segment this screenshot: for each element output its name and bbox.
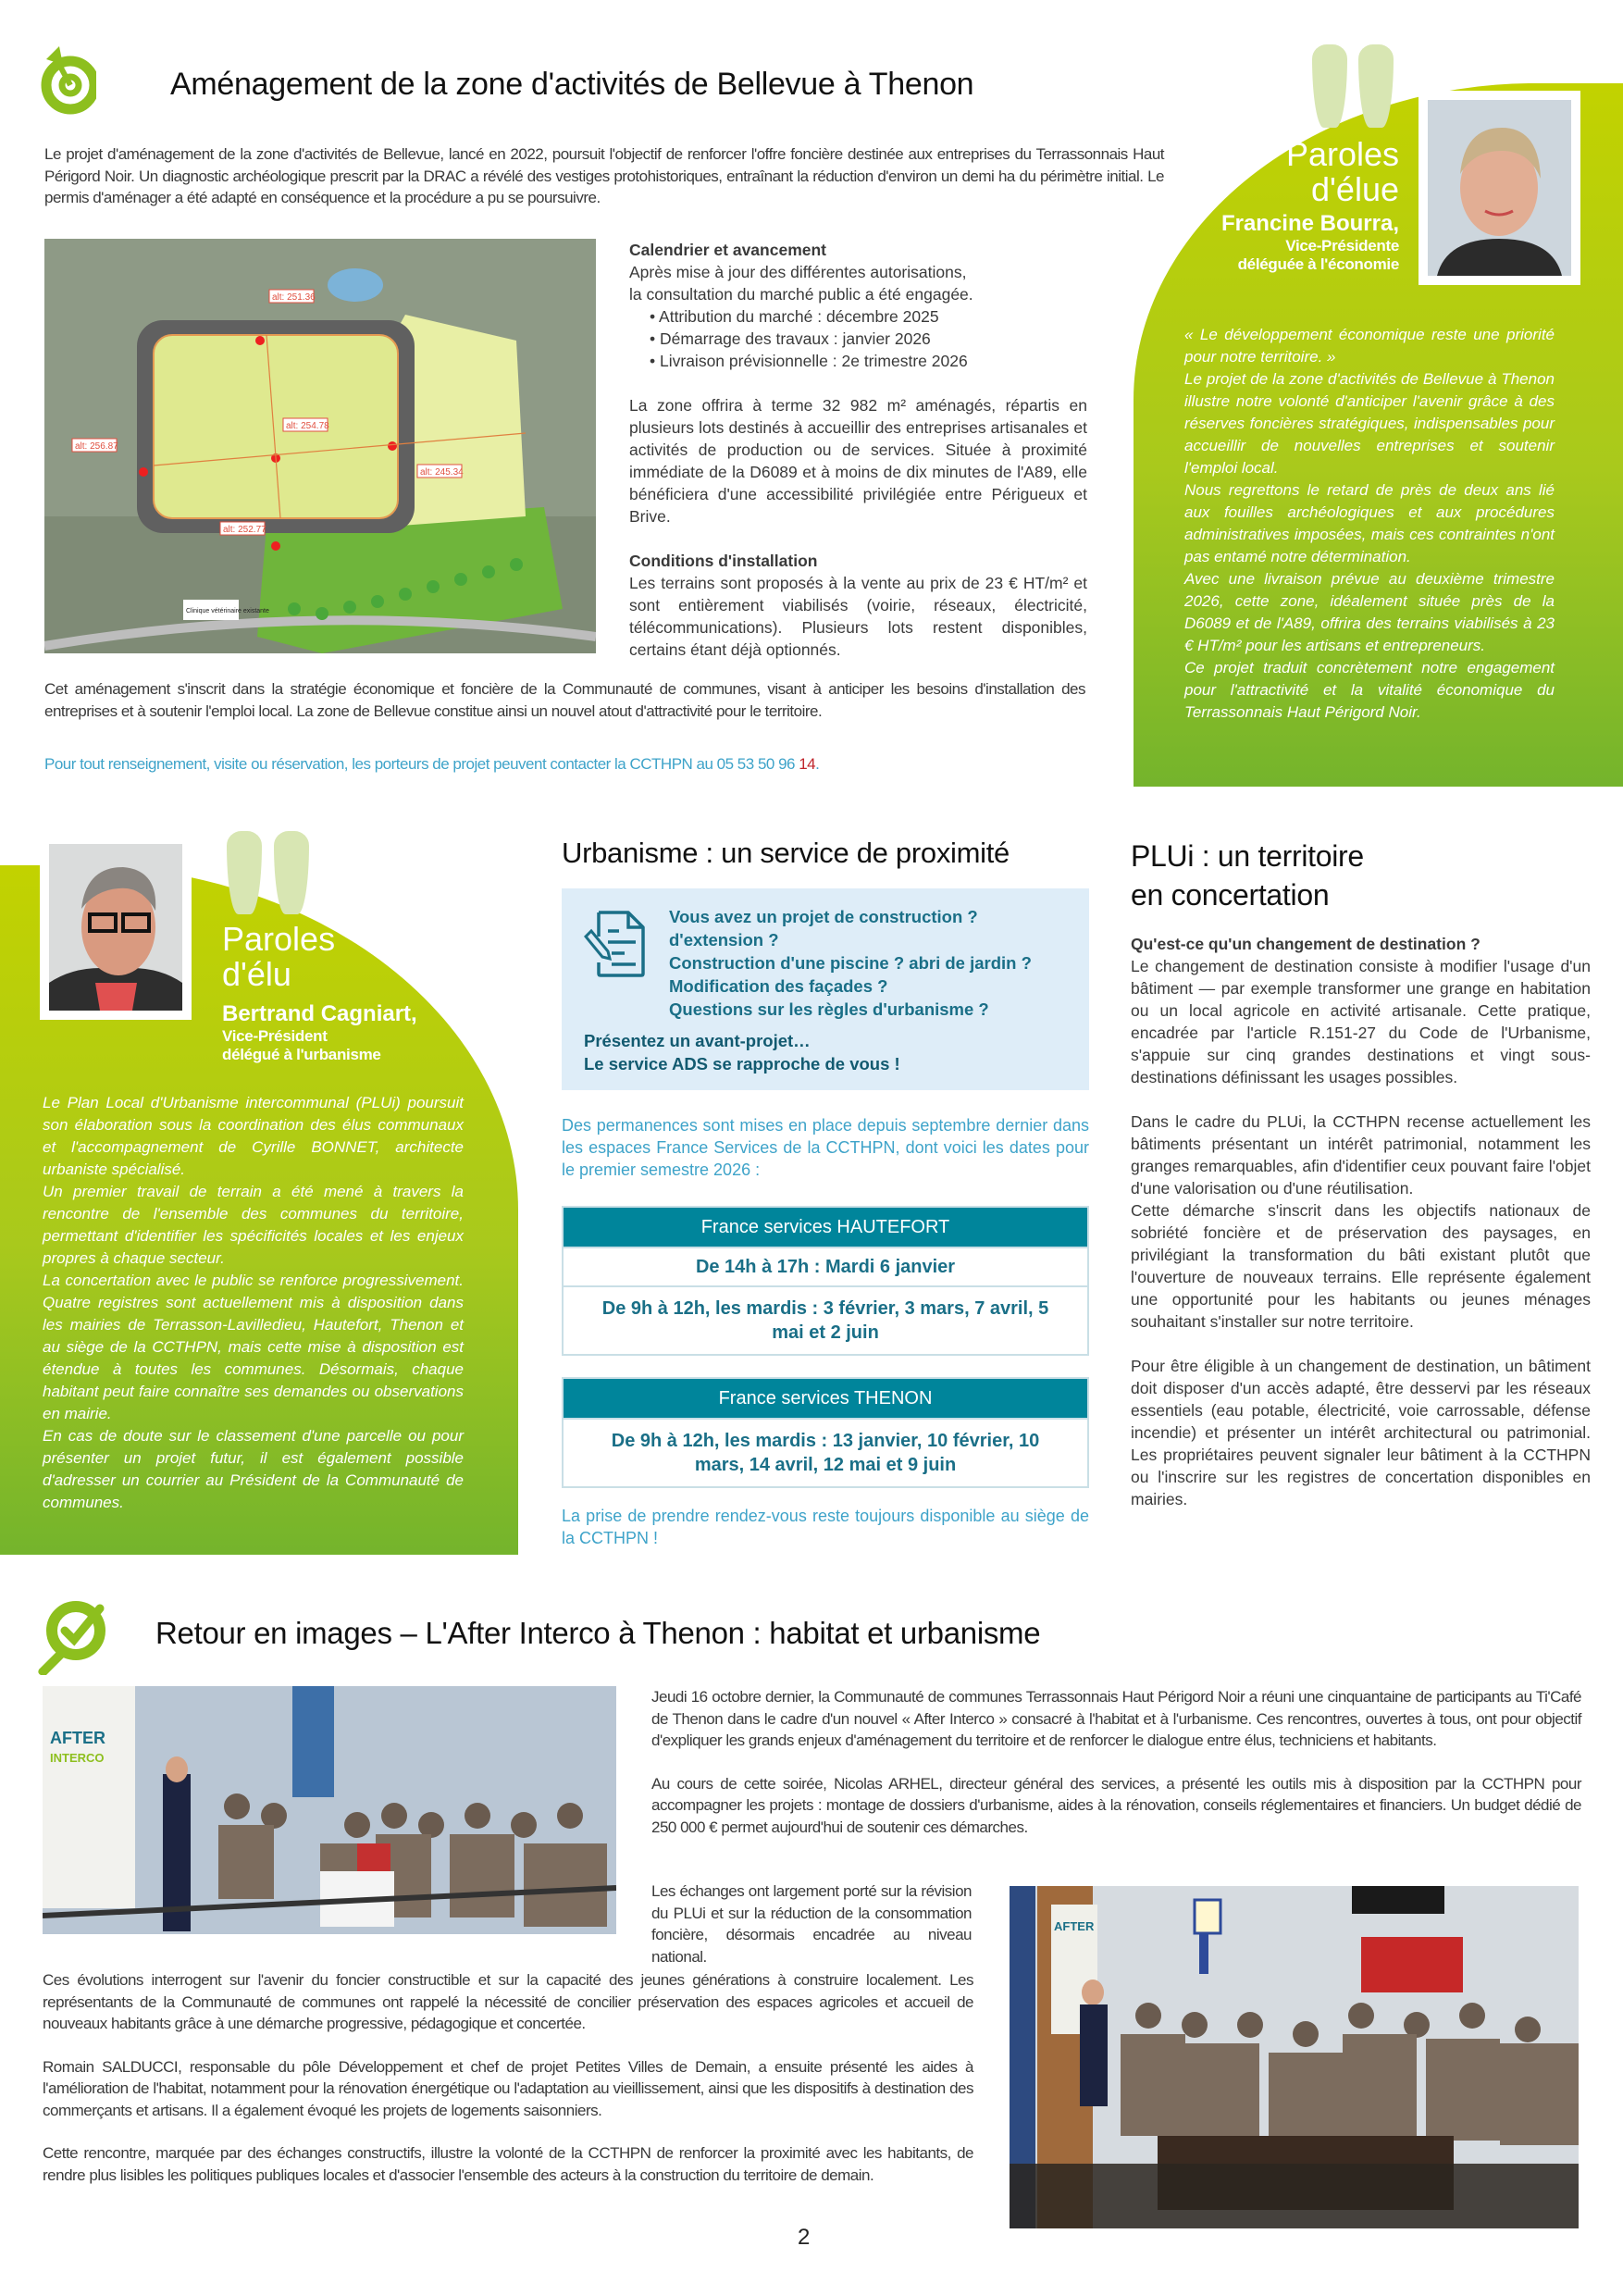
schedule-table-hautefort	[562, 1206, 1089, 1356]
elu-heading	[222, 922, 481, 1064]
elue-role-line2: déléguée à l'économie	[1237, 255, 1399, 273]
schedule-row: De 9h à 12h, les mardis : 3 février, 3 mars, 7 avril, 5 mai et 2 juin	[564, 1285, 1087, 1354]
site-plan-map-image	[44, 239, 596, 653]
target-icon	[39, 39, 96, 128]
schedule-row: De 14h à 17h : Mardi 6 janvier	[564, 1247, 1087, 1285]
ads-questions: Vous avez un projet de construction ? d'extension ? Construction d'une piscine ? abri de jardin ? Modification des façades ? Questions sur les règles d'urbanisme ?	[669, 907, 1032, 1019]
after-interco-photo-1	[43, 1686, 616, 1934]
calendar-bullet: • Attribution du marché : décembre 2025	[650, 307, 939, 326]
elue-heading	[1194, 137, 1399, 274]
calendar-bullets	[629, 305, 1087, 372]
paroles-title: Paroles	[1285, 135, 1399, 173]
elu-role-line2: délégué à l'urbanisme	[222, 1046, 381, 1063]
svg-text:Clinique vétérinaire existante: Clinique vétérinaire existante	[186, 608, 269, 614]
calendar-bullet: • Livraison prévisionnelle : 2e trimestre 2026	[650, 352, 968, 370]
elu-name: Bertrand Cagniart,	[222, 1001, 417, 1026]
calendar-bullet: • Démarrage des travaux : janvier 2026	[650, 329, 931, 348]
elue-portrait-photo	[1419, 91, 1580, 285]
schedule-header: France services THENON	[564, 1379, 1087, 1418]
retour-paragraph: Les échanges ont largement porté sur la révision du PLUi et sur la réduction de la consommation foncière, désormais encadrée au niveau national.	[651, 1882, 972, 1966]
elue-quote-text: « Le développement économique reste une priorité pour notre territoire. » Le projet de la zone d'activités de Bellevue à Thenon illustre notre volonté d'anticiper l'avenir grâce à des réserves foncières stratégiques, indispensables pour accueillir de nouvelles entreprises et soutenir l'emploi local. Nous regrettons le retard de près de deux ans lié aux fouilles archéologiques et aux procédures administratives imposées, mais ces contraintes n'ont pas entamé notre détermination. Avec une livraison prévue au deuxième trimestre 2026, cette zone, idéalement située près de la D6089 et de l'A89, offrira des terrains viabilisés à 23 € HT/m² pour les artisans et entrepreneurs. Ce projet traduit concrètement notre engagement pour l'attractivité et la vitalité économique du Terrassonnais Haut Périgord Noir.	[1184, 326, 1555, 721]
svg-text:alt: 252.77: alt: 252.77	[223, 525, 266, 535]
elu-quote-text: Le Plan Local d'Urbanisme intercommunal (PLUi) poursuit son élaboration sous la coordination des élus communaux et l'accompagnement de Cyrille BONNET, architecte urbaniste spécialisé. Un premier travail de terrain a été mené à travers la rencontre de l'ensemble des communes du territoire, permettant d'identifier les spécificités locales et les enjeux propres à chaque secteur. La concertation avec le public se renforce progressivement. Quatre registres sont actuellement mis à disposition dans les mairies de Terrasson-Lavilledieu, Hautefort, Thenon et au siège de la CCTHPN, mais cette mise à disposition est étendue à toutes les communes. Désormais, chaque habitant peut faire connaître ses demandes ou observations en mairie. En cas de doute sur le classement d'une parcelle ou pour présenter un projet futur, il est également possible d'adresser un courrier au Président de la Communauté de communes.	[43, 1094, 464, 1511]
svg-text:AFTER: AFTER	[1054, 1919, 1095, 1933]
schedule-table-thenon	[562, 1377, 1089, 1488]
plui-paragraph: Le changement de destination consiste à modifier l'usage d'un bâtiment — par exemple transformer une grange en habitation ou un local agricole en activité artisanale. Cette pratique, encadrée par l'article R.151-27 du Code de l'Urbanisme, s'appuie sur cinq grandes destinations et vingt sous-destinations définissant les usages possibles.	[1131, 957, 1591, 1086]
paroles-title: Paroles	[222, 920, 336, 958]
section-title-plui: PLUi : un territoire en concertation	[1131, 839, 1364, 912]
svg-text:alt: 256.87: alt: 256.87	[75, 441, 118, 452]
zone-paragraph: La zone offrira à terme 32 982 m² aménagés, répartis en plusieurs lots destinés à accueillir des entreprises artisanales et activités de production ou de services. Située à proximité immédiate de la D6089 et à moins de dix minutes de l'A89, elle bénéficiera d'une accessibilité privilégiée entre Périgueux et Brive.	[629, 396, 1087, 526]
retour-paragraph: Ces évolutions interrogent sur l'avenir du foncier constructible et sur la capacité des jeunes générations à construire localement. Les représentants de la Communauté de communes ont rappelé la nécessité de concilier préservation des espaces agricoles et accueil de nouveaux habitants grâce à une démarche progressive, pédagogique et concertée.	[43, 1971, 973, 2032]
quote-mark-icon	[1312, 44, 1347, 128]
plui-paragraph: Pour être éligible à un changement de destination, un bâtiment doit disposer d'un accès adapté, être desservi par les réseaux essentiels (eau potable, électricité, voie carrossable, défense incendie) et présenter un intérêt architectural ou patrimonial. Les propriétaires peuvent signaler leur bâtiment à la CCTHPN ou l'inscrire sur les registres de concertation disponibles en mairies.	[1131, 1357, 1591, 1508]
appointment-note: La prise de prendre rendez-vous reste toujours disponible au siège de la CCTHPN !	[562, 1507, 1089, 1547]
calendar-heading: Calendrier et avancement	[629, 241, 827, 259]
after-interco-photo-2	[1010, 1886, 1579, 2228]
permanences-intro: Des permanences sont mises en place depuis septembre dernier dans les espaces France Services de la CCTHPN, dont voici les dates pour le premier semestre 2026 :	[562, 1116, 1089, 1179]
page-number: 2	[798, 2225, 811, 2250]
plui-paragraph: Dans le cadre du PLUi, la CCTHPN recense actuellement les bâtiments présentant un intérêt patrimonial, notamment les granges remarquables, afin d'identifier ceux pouvant faire l'objet d'une valorisation ou d'une réutilisation.	[1131, 1112, 1591, 1198]
paroles-title-line2: d'élue	[1311, 170, 1399, 208]
svg-text:alt: 245.34: alt: 245.34	[420, 467, 464, 478]
elu-role-line1: Vice-Président	[222, 1027, 328, 1045]
schedule-row: De 9h à 12h, les mardis : 13 janvier, 10 février, 10 mars, 14 avril, 12 mai et 9 juin	[564, 1418, 1087, 1486]
svg-text:INTERCO: INTERCO	[50, 1751, 105, 1765]
section-title-retour: Retour en images – L'After Interco à Thenon : habitat et urbanisme	[155, 1616, 1041, 1650]
retour-paragraphs-bottom	[43, 1969, 973, 2186]
document-pencil-icon	[584, 909, 645, 979]
plui-subheading: Qu'est-ce qu'un changement de destination ?	[1131, 935, 1481, 953]
elue-role-line1: Vice-Présidente	[1285, 237, 1399, 254]
schedule-header: France services HAUTEFORT	[564, 1208, 1087, 1247]
retour-paragraph: Au cours de cette soirée, Nicolas ARHEL, directeur général des services, a présenté les outils mis à disposition par la CCTHPN pour accompagner les projets : montage de dossiers d'urbanisme, aides à la rénovation, conseils réglementaires et financiers. Un budget dédié de 250 000 € permet aujourd'hui de soutenir ces démarches.	[651, 1774, 1581, 1836]
retour-paragraphs-top	[651, 1686, 1581, 1838]
elu-portrait-photo	[40, 835, 192, 1020]
calendar-text-line1: Après mise à jour des différentes autorisations,	[629, 263, 967, 281]
plui-content	[1131, 933, 1591, 1510]
ads-cta: Présentez un avant-projet… Le service ADS se rapproche de vous !	[584, 1031, 900, 1074]
contact-line: Pour tout renseignement, visite ou réservation, les porteurs de projet peuvent contacter la CCTHPN au 05 53 50 96 14.	[44, 755, 820, 773]
conditions-paragraph: Les terrains sont proposés à la vente au prix de 23 € HT/m² et sont entièrement viabilisés (voirie, réseaux, électricité, télécommunications). Plusieurs lots restent disponibles, certains étant déjà optionnés.	[629, 574, 1087, 659]
calendar-block	[629, 239, 1087, 661]
section-title-urbanisme: Urbanisme : un service de proximité	[562, 837, 1010, 869]
retour-paragraph: Romain SALDUCCI, responsable du pôle Développement et chef de projet Petites Villes de Demain, a ensuite présenté les aides à l'amélioration de l'habitat, notamment pour la rénovation énergétique ou l'adaptation au vieillissement, ainsi que les dispositifs à destination des commerçants et artisans. Il a également évoqué les projets de logements saisonniers.	[43, 2057, 973, 2119]
calendar-text-line2: la consultation du marché public a été engagée.	[629, 285, 973, 304]
quote-mark-icon	[1358, 44, 1394, 128]
magnifier-check-icon	[33, 1599, 117, 1677]
quote-mark-icon	[227, 831, 262, 914]
contact-phone-suffix: 14	[799, 755, 816, 773]
svg-text:alt: 251.36: alt: 251.36	[272, 292, 316, 303]
elue-name: Francine Bourra,	[1220, 211, 1399, 236]
conditions-heading: Conditions d'installation	[629, 552, 818, 570]
quote-mark-icon	[274, 831, 309, 914]
ads-info-box	[562, 888, 1089, 1090]
plui-paragraph: Cette démarche s'inscrit dans les objectifs nationaux de sobriété foncière et de préservation des paysages, en privilégiant la transformation du bâti existant plutôt que l'ouverture de nouveaux terrains. Elle représente également une opportunité pour les habitants ou jeunes ménages souhaitant s'installer sur notre territoire.	[1131, 1201, 1591, 1331]
svg-text:AFTER: AFTER	[50, 1729, 105, 1747]
svg-text:alt: 254.78: alt: 254.78	[286, 421, 329, 431]
retour-paragraph: Jeudi 16 octobre dernier, la Communauté de communes Terrassonnais Haut Périgord Noir a réuni une cinquantaine de participants au Ti'Café de Thenon dans le cadre d'un nouvel « After Interco » consacré à l'habitat et à l'urbanisme. Ces rencontres, ouvertes à tous, ont pour objectif d'expliquer les grands enjeux d'aménagement du territoire et de renforcer le dialogue entre élus, techniciens et habitants.	[651, 1688, 1581, 1749]
closing-paragraph: Cet aménagement s'inscrit dans la stratégie économique et foncière de la Communauté de communes, visant à anticiper les besoins d'installation des entreprises et à soutenir l'emploi local. La zone de Bellevue constitue ainsi un nouvel atout d'attractivité pour le territoire.	[44, 680, 1085, 720]
retour-paragraph: Cette rencontre, marquée par des échanges constructifs, illustre la volonté de la CCTHPN de renforcer la proximité avec les habitants, de rendre plus lisibles les politiques publiques locales et d'associer l'ensemble des acteurs à la construction du territoire de demain.	[43, 2144, 973, 2184]
paroles-title-line2: d'élu	[222, 955, 291, 993]
section-title-amenagement: Aménagement de la zone d'activités de Bellevue à Thenon	[170, 67, 974, 102]
intro-paragraph: Le projet d'aménagement de la zone d'activités de Bellevue, lancé en 2022, poursuit l'objectif de renforcer l'offre foncière destinée aux entreprises du Terrassonnais Haut Périgord Noir. Un diagnostic archéologique prescrit par la DRAC a révélé des vestiges protohistoriques, entraînant la réduction d'environ un demi ha du périmètre initial. Le permis d'aménager a été adapté en conséquence et la procédure a pu se poursuivre.	[44, 145, 1164, 206]
